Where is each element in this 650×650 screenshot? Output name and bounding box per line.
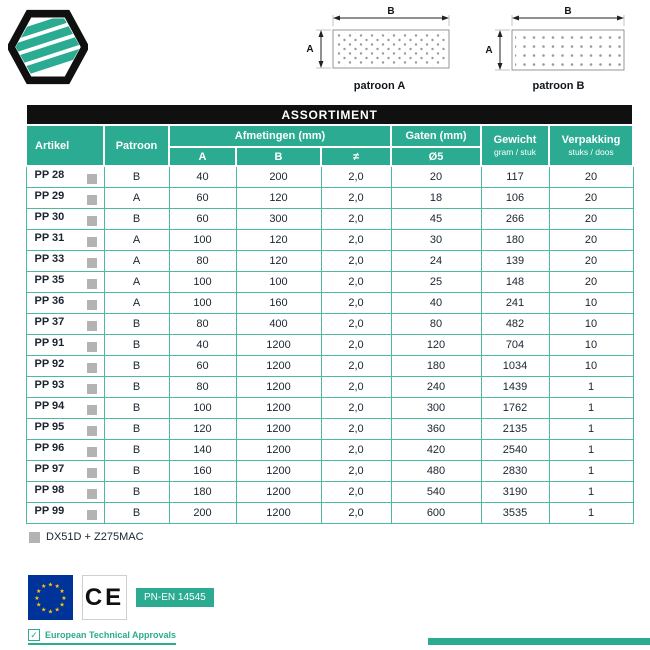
artikel-cell — [26, 292, 104, 313]
table-body — [26, 166, 633, 523]
b-cell: 1200 — [236, 376, 321, 397]
artikel-label: PP 35 — [34, 274, 65, 286]
col-header-artikel: Artikel — [26, 125, 104, 166]
a-cell: 60 — [169, 208, 236, 229]
gewicht-cell: 3190 — [481, 481, 549, 502]
thickness-cell: 2,0 — [321, 208, 391, 229]
patroon-cell: B — [104, 208, 169, 229]
gaten-cell: 25 — [391, 271, 481, 292]
a-cell: 100 — [169, 229, 236, 250]
b-cell: 100 — [236, 271, 321, 292]
material-indicator-icon — [87, 510, 97, 520]
thickness-cell: 2,0 — [321, 355, 391, 376]
checkbox-check-icon: ✓ — [28, 629, 40, 641]
a-cell: 80 — [169, 376, 236, 397]
verpakking-cell: 1 — [549, 460, 633, 481]
table-row — [26, 313, 633, 334]
gaten-cell: 45 — [391, 208, 481, 229]
patroon-cell: A — [104, 292, 169, 313]
gewicht-cell: 2540 — [481, 439, 549, 460]
table-row — [26, 208, 633, 229]
patroon-cell: A — [104, 250, 169, 271]
artikel-cell — [26, 166, 104, 187]
gewicht-cell: 148 — [481, 271, 549, 292]
certification-badges — [28, 575, 214, 620]
a-cell: 100 — [169, 271, 236, 292]
gewicht-cell: 1762 — [481, 397, 549, 418]
artikel-label: PP 98 — [34, 484, 65, 496]
a-cell: 80 — [169, 250, 236, 271]
artikel-label: PP 28 — [34, 169, 65, 182]
b-cell: 1200 — [236, 355, 321, 376]
material-indicator-icon — [29, 532, 40, 543]
a-cell: 180 — [169, 481, 236, 502]
thickness-cell: 2,0 — [321, 481, 391, 502]
verpakking-cell: 10 — [549, 355, 633, 376]
b-cell: 1200 — [236, 439, 321, 460]
table-row — [26, 229, 633, 250]
eta-label: European Technical Approvals — [45, 630, 177, 640]
artikel-label: PP 95 — [34, 421, 65, 433]
thickness-cell: 2,0 — [321, 439, 391, 460]
company-logo — [8, 5, 88, 89]
thickness-cell: 2,0 — [321, 460, 391, 481]
patroon-cell: B — [104, 439, 169, 460]
table-row — [26, 250, 633, 271]
artikel-label: PP 31 — [34, 232, 65, 244]
gewicht-cell: 139 — [481, 250, 549, 271]
b-cell: 1200 — [236, 418, 321, 439]
b-cell: 400 — [236, 313, 321, 334]
b-cell: 1200 — [236, 334, 321, 355]
diagram-patroon-a — [303, 6, 456, 92]
b-cell: 1200 — [236, 502, 321, 523]
table-row — [26, 271, 633, 292]
gaten-cell: 240 — [391, 376, 481, 397]
col-header-dim-a: A — [169, 147, 236, 166]
artikel-cell — [26, 439, 104, 460]
artikel-label: PP 97 — [34, 463, 65, 475]
artikel-label: PP 99 — [34, 505, 65, 517]
verpakking-cell: 1 — [549, 418, 633, 439]
artikel-cell — [26, 502, 104, 523]
artikel-label: PP 33 — [34, 253, 65, 265]
table-row — [26, 418, 633, 439]
col-header-verpakking — [549, 125, 633, 166]
gewicht-cell: 2830 — [481, 460, 549, 481]
verpakking-cell: 10 — [549, 334, 633, 355]
material-indicator-icon — [87, 384, 97, 394]
artikel-label: PP 37 — [34, 316, 65, 328]
verpakking-cell: 20 — [549, 250, 633, 271]
assortiment-table — [25, 103, 634, 524]
gaten-cell: 540 — [391, 481, 481, 502]
patroon-cell: A — [104, 271, 169, 292]
thickness-cell: 2,0 — [321, 250, 391, 271]
b-cell: 160 — [236, 292, 321, 313]
thickness-cell: 2,0 — [321, 187, 391, 208]
thickness-cell: 2,0 — [321, 313, 391, 334]
b-cell: 200 — [236, 166, 321, 187]
artikel-cell — [26, 397, 104, 418]
artikel-cell — [26, 229, 104, 250]
gaten-cell: 300 — [391, 397, 481, 418]
gaten-cell: 18 — [391, 187, 481, 208]
patroon-cell: A — [104, 229, 169, 250]
table-row — [26, 334, 633, 355]
artikel-cell — [26, 334, 104, 355]
thickness-cell: 2,0 — [321, 502, 391, 523]
a-cell: 60 — [169, 355, 236, 376]
thickness-cell: 2,0 — [321, 229, 391, 250]
thickness-cell: 2,0 — [321, 334, 391, 355]
material-indicator-icon — [87, 216, 97, 226]
diagram-b-label: patroon B — [532, 80, 585, 92]
dim-a-label: A — [306, 44, 314, 55]
gaten-cell: 30 — [391, 229, 481, 250]
verpakking-cell: 20 — [549, 271, 633, 292]
dim-b-label: B — [564, 6, 572, 17]
b-cell: 1200 — [236, 460, 321, 481]
gaten-cell: 120 — [391, 334, 481, 355]
gewicht-cell: 266 — [481, 208, 549, 229]
material-indicator-icon — [87, 363, 97, 373]
col-header-gewicht — [481, 125, 549, 166]
artikel-cell — [26, 460, 104, 481]
thickness-cell: 2,0 — [321, 292, 391, 313]
thickness-cell: 2,0 — [321, 376, 391, 397]
gaten-cell: 600 — [391, 502, 481, 523]
gaten-cell: 180 — [391, 355, 481, 376]
gewicht-cell: 106 — [481, 187, 549, 208]
thickness-cell: 2,0 — [321, 397, 391, 418]
patroon-cell: B — [104, 334, 169, 355]
gaten-cell: 24 — [391, 250, 481, 271]
verpakking-cell: 20 — [549, 229, 633, 250]
a-cell: 120 — [169, 418, 236, 439]
a-cell: 80 — [169, 313, 236, 334]
artikel-label: PP 36 — [34, 295, 65, 307]
hexagon-logo-icon — [8, 5, 88, 89]
gewicht-cell: 2135 — [481, 418, 549, 439]
a-cell: 40 — [169, 166, 236, 187]
dim-b-label: B — [387, 6, 395, 17]
material-indicator-icon — [87, 279, 97, 289]
material-indicator-icon — [87, 489, 97, 499]
material-indicator-icon — [87, 447, 97, 457]
material-indicator-icon — [87, 468, 97, 478]
b-cell: 120 — [236, 187, 321, 208]
svg-text:★: ★ — [59, 601, 65, 609]
footer-accent-bar — [428, 638, 650, 645]
material-indicator-icon — [87, 237, 97, 247]
table-row — [26, 355, 633, 376]
verpakking-cell: 1 — [549, 439, 633, 460]
col-header-hole-diameter: Ø5 — [391, 147, 481, 166]
artikel-cell — [26, 187, 104, 208]
artikel-label: PP 92 — [34, 358, 65, 370]
table-row — [26, 397, 633, 418]
table-row — [26, 502, 633, 523]
ce-mark-icon: CE — [82, 575, 127, 620]
gewicht-subtitle: gram / stuk — [493, 147, 537, 157]
a-cell: 160 — [169, 460, 236, 481]
verpakking-title: Verpakking — [561, 134, 621, 146]
gewicht-title: Gewicht — [493, 134, 537, 146]
col-header-patroon: Patroon — [104, 125, 169, 166]
a-cell: 100 — [169, 397, 236, 418]
diagram-a-label: patroon A — [353, 80, 406, 92]
artikel-cell — [26, 271, 104, 292]
gaten-cell: 80 — [391, 313, 481, 334]
gewicht-cell: 117 — [481, 166, 549, 187]
gewicht-cell: 482 — [481, 313, 549, 334]
svg-text:★: ★ — [36, 601, 42, 609]
table-title: ASSORTIMENT — [26, 104, 633, 125]
material-legend — [29, 531, 144, 543]
material-indicator-icon — [87, 258, 97, 268]
plate-a-drawing — [303, 6, 456, 74]
gaten-cell: 360 — [391, 418, 481, 439]
assortiment-section — [25, 103, 632, 524]
gaten-cell: 480 — [391, 460, 481, 481]
material-legend-label: DX51D + Z275MAC — [46, 531, 144, 543]
table-row — [26, 460, 633, 481]
diagram-patroon-b — [482, 6, 635, 92]
gewicht-cell: 1439 — [481, 376, 549, 397]
artikel-cell — [26, 481, 104, 502]
svg-text:★: ★ — [40, 583, 47, 591]
patroon-cell: B — [104, 355, 169, 376]
svg-text:★: ★ — [59, 588, 65, 595]
material-indicator-icon — [87, 195, 97, 205]
artikel-cell — [26, 208, 104, 229]
material-indicator-icon — [87, 321, 97, 331]
verpakking-cell: 10 — [549, 313, 633, 334]
artikel-label: PP 94 — [34, 400, 65, 412]
dim-a-label: A — [485, 45, 493, 56]
svg-text:★: ★ — [47, 608, 54, 616]
gaten-cell: 40 — [391, 292, 481, 313]
patroon-cell: B — [104, 481, 169, 502]
artikel-label: PP 29 — [34, 190, 65, 202]
artikel-label: PP 91 — [34, 337, 65, 349]
artikel-cell — [26, 250, 104, 271]
eta-approval — [28, 629, 176, 645]
col-header-afmetingen: Afmetingen (mm) — [169, 125, 391, 147]
svg-text:★: ★ — [61, 594, 67, 602]
gewicht-cell: 3535 — [481, 502, 549, 523]
gaten-cell: 420 — [391, 439, 481, 460]
b-cell: 120 — [236, 229, 321, 250]
a-cell: 140 — [169, 439, 236, 460]
artikel-cell — [26, 418, 104, 439]
verpakking-cell: 1 — [549, 502, 633, 523]
table-row — [26, 376, 633, 397]
verpakking-cell: 1 — [549, 481, 633, 502]
artikel-label: PP 96 — [34, 442, 65, 454]
artikel-label: PP 30 — [34, 211, 65, 223]
a-cell: 200 — [169, 502, 236, 523]
b-cell: 120 — [236, 250, 321, 271]
svg-text:★: ★ — [54, 583, 61, 591]
material-indicator-icon — [87, 342, 97, 352]
verpakking-cell: 1 — [549, 397, 633, 418]
verpakking-cell: 20 — [549, 166, 633, 187]
patroon-cell: B — [104, 502, 169, 523]
verpakking-cell: 20 — [549, 208, 633, 229]
gaten-cell: 20 — [391, 166, 481, 187]
patroon-cell: B — [104, 460, 169, 481]
patroon-cell: B — [104, 166, 169, 187]
thickness-cell: 2,0 — [321, 271, 391, 292]
table-row — [26, 439, 633, 460]
gewicht-cell: 241 — [481, 292, 549, 313]
eu-flag-icon — [28, 575, 73, 620]
table-row — [26, 187, 633, 208]
verpakking-cell: 1 — [549, 376, 633, 397]
table-row — [26, 292, 633, 313]
gewicht-cell: 704 — [481, 334, 549, 355]
artikel-label: PP 93 — [34, 379, 65, 391]
artikel-cell — [26, 376, 104, 397]
patroon-cell: A — [104, 187, 169, 208]
svg-text:★: ★ — [34, 594, 40, 602]
a-cell: 100 — [169, 292, 236, 313]
patroon-cell: B — [104, 397, 169, 418]
col-header-dim-b: B — [236, 147, 321, 166]
b-cell: 1200 — [236, 481, 321, 502]
a-cell: 40 — [169, 334, 236, 355]
material-indicator-icon — [87, 174, 97, 184]
table-row — [26, 166, 633, 187]
standard-badge: PN-EN 14545 — [136, 588, 214, 607]
svg-text:★: ★ — [54, 606, 61, 614]
a-cell: 60 — [169, 187, 236, 208]
artikel-cell — [26, 313, 104, 334]
artikel-cell — [26, 355, 104, 376]
thickness-cell: 2,0 — [321, 418, 391, 439]
table-row — [26, 481, 633, 502]
b-cell: 300 — [236, 208, 321, 229]
col-header-thickness: ≠ — [321, 147, 391, 166]
b-cell: 1200 — [236, 397, 321, 418]
material-indicator-icon — [87, 426, 97, 436]
verpakking-cell: 20 — [549, 187, 633, 208]
gewicht-cell: 1034 — [481, 355, 549, 376]
plate-b-drawing — [482, 6, 635, 74]
col-header-gaten: Gaten (mm) — [391, 125, 481, 147]
pattern-diagrams — [303, 6, 635, 92]
patroon-cell: B — [104, 313, 169, 334]
verpakking-subtitle: stuks / doos — [568, 147, 614, 157]
patroon-cell: B — [104, 376, 169, 397]
material-indicator-icon — [87, 300, 97, 310]
svg-text:★: ★ — [47, 581, 54, 589]
verpakking-cell: 10 — [549, 292, 633, 313]
material-indicator-icon — [87, 405, 97, 415]
svg-text:★: ★ — [36, 588, 42, 595]
gewicht-cell: 180 — [481, 229, 549, 250]
thickness-cell: 2,0 — [321, 166, 391, 187]
patroon-cell: B — [104, 418, 169, 439]
svg-text:★: ★ — [40, 606, 47, 614]
